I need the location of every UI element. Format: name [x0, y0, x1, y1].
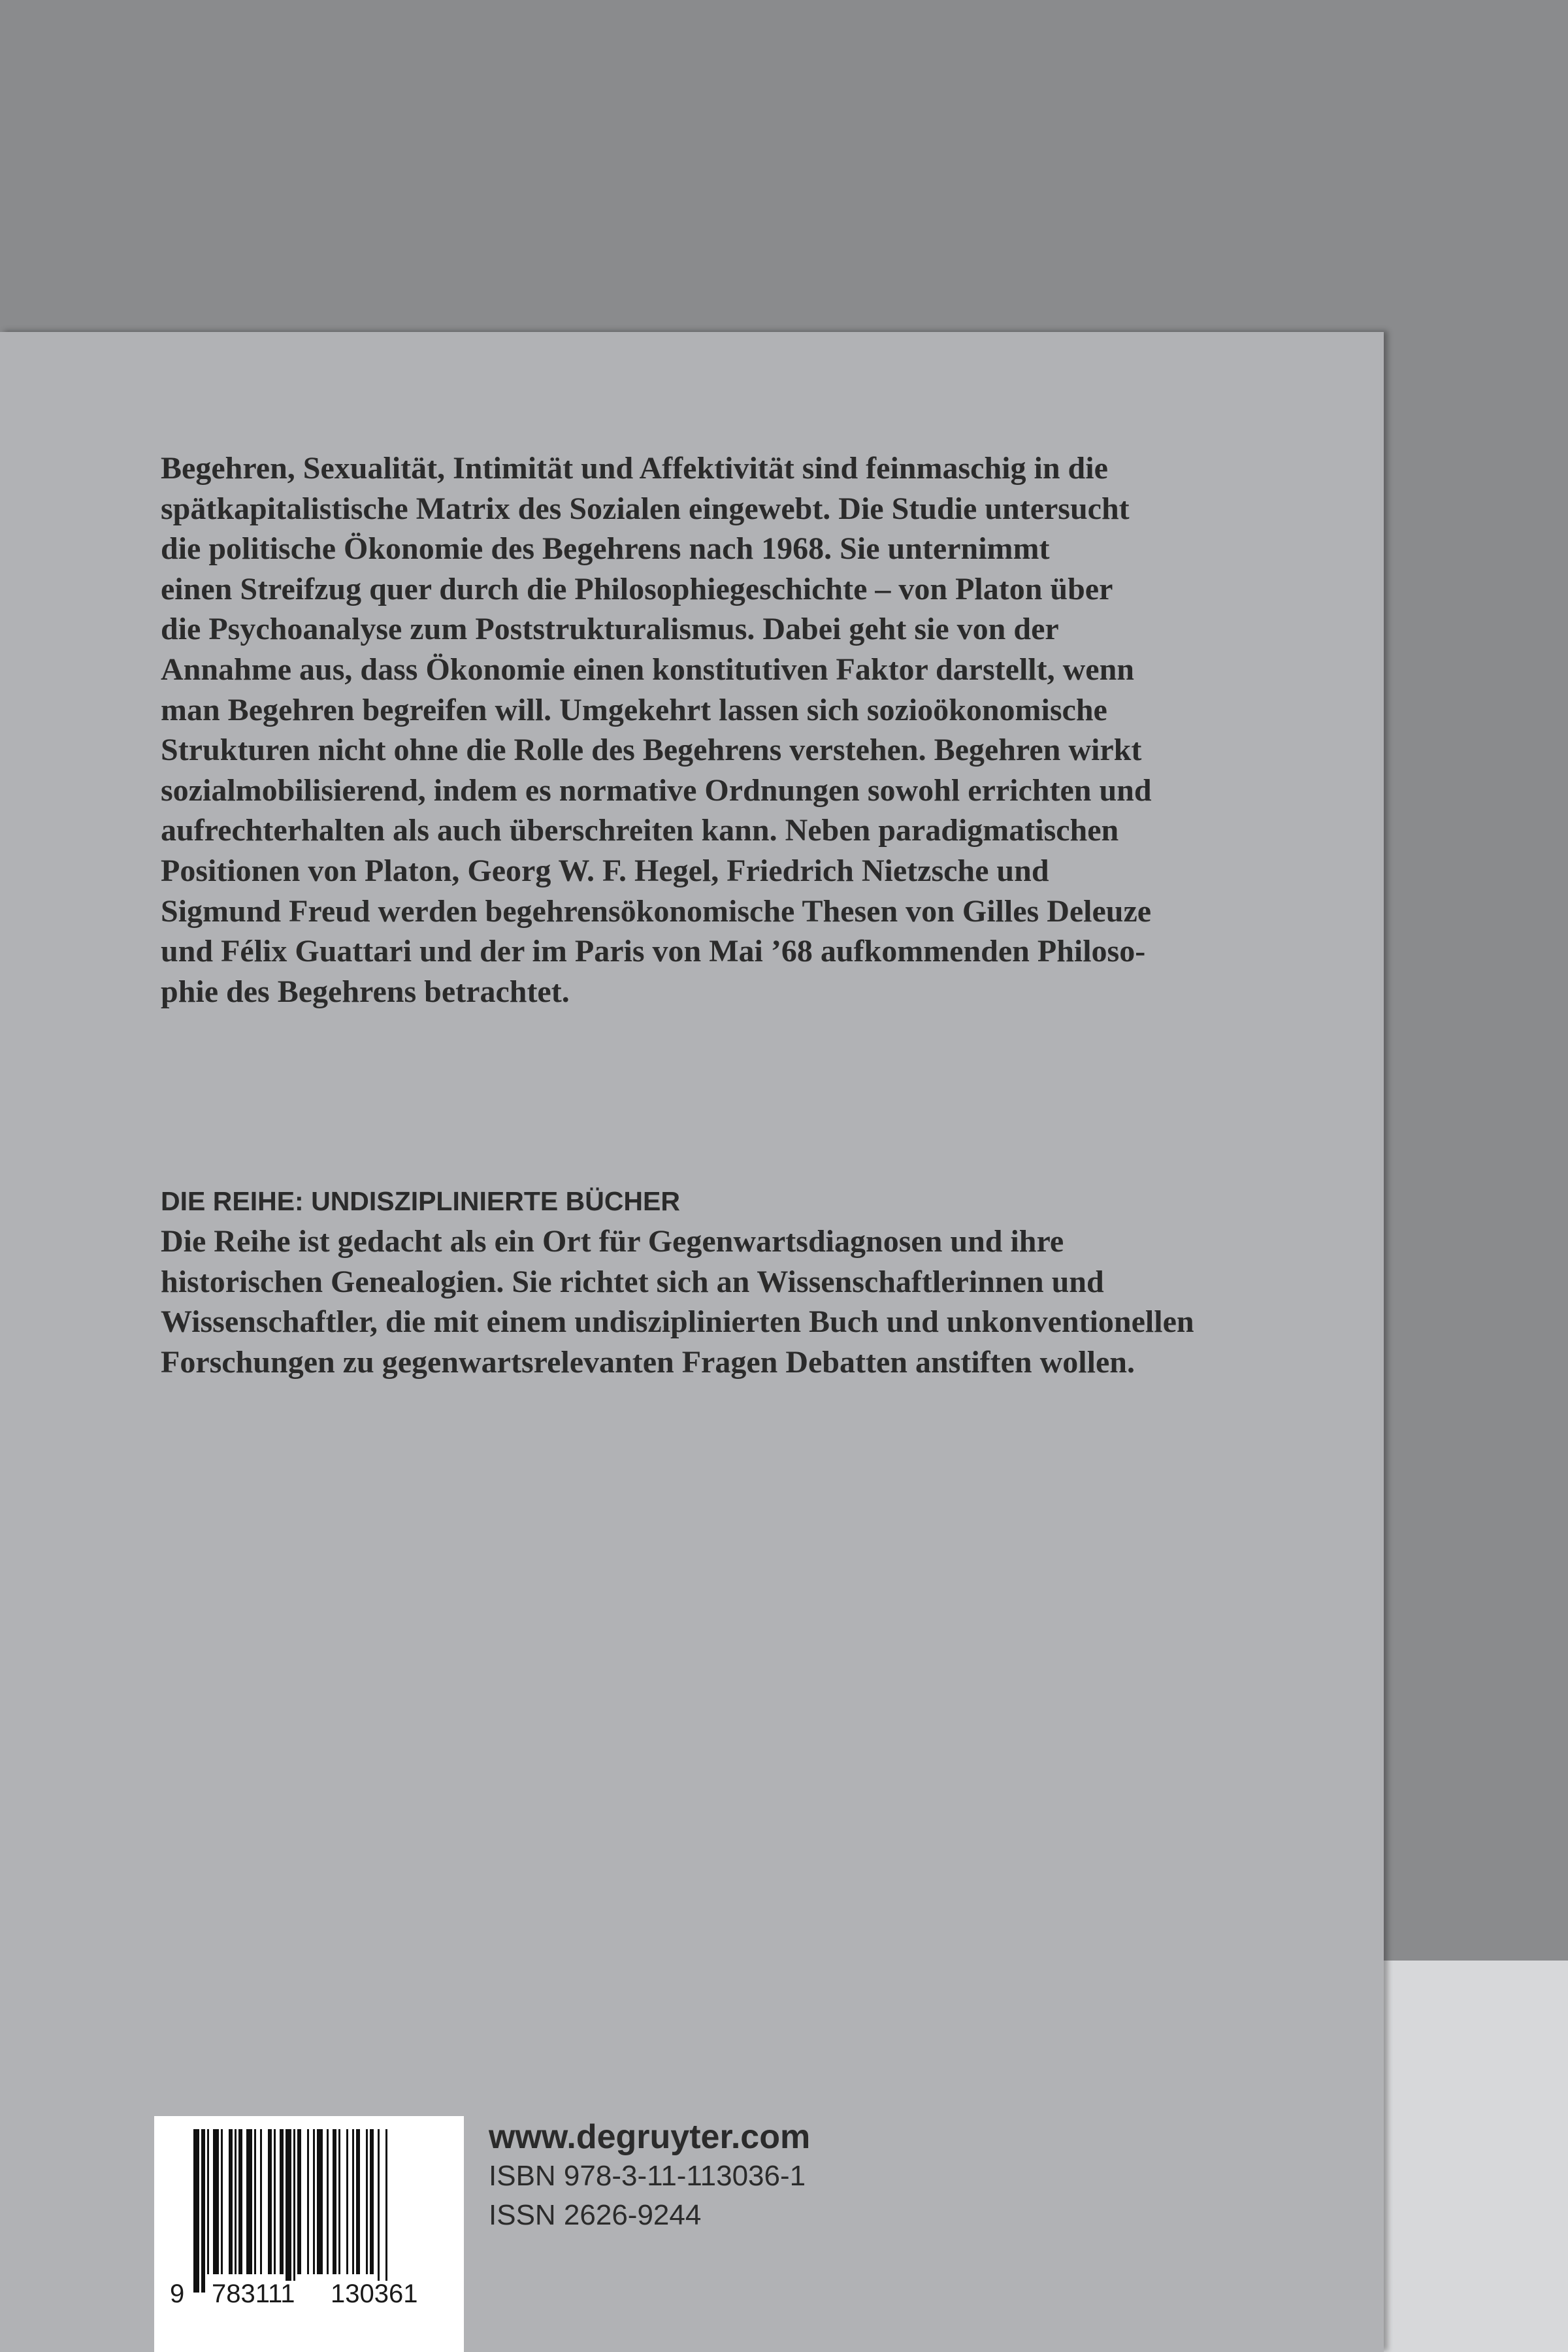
barcode-bar: [333, 2129, 336, 2274]
barcode-bar: [280, 2129, 284, 2274]
isbn-barcode: [154, 2116, 464, 2352]
barcode-bar: [370, 2129, 374, 2274]
background-strip: [1384, 1961, 1568, 2352]
barcode-bar: [201, 2129, 205, 2293]
barcode-bar: [327, 2129, 329, 2274]
barcode-bar: [317, 2129, 323, 2274]
barcode-digits-right: 130361: [331, 2279, 418, 2308]
barcode-bar: [260, 2129, 262, 2274]
book-blurb: Begehren, Sexualität, Intimität und Affektivität sind feinmaschig in die spätkapitalistische Matrix des Sozialen eingewebt. Die Studie untersucht die politische Ökonomie des Begehrens nach 1968. Sie unternimmt einen Streifzug quer durch die Philosophiegeschichte – von Platon über die Psychoanalyse zum Poststrukturalismus. Dabei geht sie von der Annahme aus, dass Ökonomie einen konstitutiven Faktor darstellt, wenn man Begehren begreifen will. Umgekehrt lassen sich sozioökonomische Strukturen nicht ohne die Rolle des Begehrens verstehen. Begehren wirkt sozialmobilisierend, indem es normative Ordnungen sowohl errichten und aufrechterhalten als auch überschreiten kann. Neben paradigmatischen Positionen von Platon, Georg W. F. Hegel, Friedrich Nietzsche und Sigmund Freud werden begehrensökonomische Thesen von Gilles Deleuze und Félix Guattari und der im Paris von Mai ’68 aufkommenden Philoso- phie des Begehrens betrachtet.: [161, 451, 1152, 1009]
barcode-bar: [193, 2129, 199, 2293]
issn-number: ISSN 2626-9244: [489, 2199, 702, 2231]
barcode-bar: [207, 2129, 209, 2274]
barcode-bar: [286, 2129, 291, 2293]
barcode-bar: [293, 2129, 295, 2293]
barcode-bar: [366, 2129, 368, 2274]
barcode-bar: [385, 2129, 387, 2293]
barcode-bar: [246, 2129, 252, 2274]
barcode-bar: [297, 2129, 301, 2274]
barcode-bar: [268, 2129, 272, 2274]
series-description: Die Reihe ist gedacht als ein Ort für Gegenwartsdiagnosen und ihre historischen Genealogien. Sie richtet sich an Wissenschaftlerinnen und Wissenschaftler, die mit einem undisziplinierten Buch und unkonventionellen Forschungen zu gegenwartsrelevanten Fragen Debatten anstiften wollen.: [161, 1224, 1194, 1380]
barcode-bar: [313, 2129, 315, 2274]
barcode-bar: [352, 2129, 354, 2274]
barcode-bar: [274, 2129, 276, 2274]
barcode-bar: [254, 2129, 256, 2274]
barcode-bar: [235, 2129, 237, 2274]
barcode-bar: [307, 2129, 309, 2274]
barcode-bars: [193, 2129, 438, 2293]
barcode-bar: [346, 2129, 348, 2274]
isbn-number: ISBN 978-3-11-113036-1: [489, 2160, 806, 2192]
barcode-bar: [229, 2129, 233, 2274]
publisher-url[interactable]: www.degruyter.com: [489, 2118, 811, 2156]
barcode-bar: [238, 2129, 242, 2274]
series-heading: DIE REIHE: UNDISZIPLINIERTE BÜCHER: [161, 1186, 680, 1216]
barcode-bar: [356, 2129, 360, 2274]
barcode-bar: [221, 2129, 223, 2274]
barcode-digit-first: 9: [170, 2279, 185, 2308]
barcode-digits-left: 783111: [212, 2279, 295, 2308]
barcode-bar: [338, 2129, 340, 2274]
barcode-bar: [213, 2129, 219, 2274]
barcode-bar: [378, 2129, 380, 2293]
